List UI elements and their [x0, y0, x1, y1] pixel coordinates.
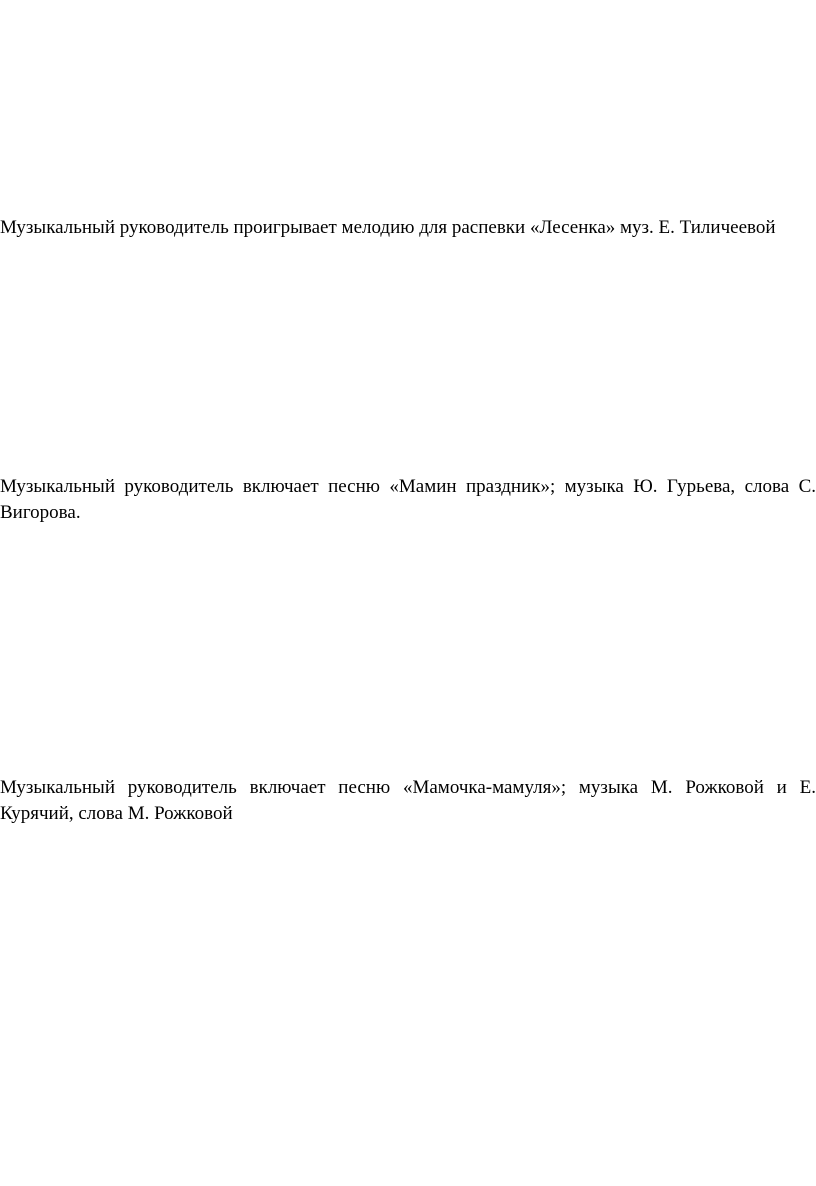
paragraph-mamin-prazdnik: Музыкальный руководитель включает песню «Мамин праздник»; музыка Ю. Гурьева, слова С. Вигорова.: [0, 476, 816, 523]
paragraph-lesenka: Музыкальный руководитель проигрывает мелодию для распевки «Лесенка» муз. Е. Тиличеевой: [0, 217, 776, 238]
paragraph-mamochka-mamulya: Музыкальный руководитель включает песню «Мамочка-мамуля»; музыка М. Рожковой и Е. Курячий, слова М. Рожковой: [0, 777, 816, 824]
